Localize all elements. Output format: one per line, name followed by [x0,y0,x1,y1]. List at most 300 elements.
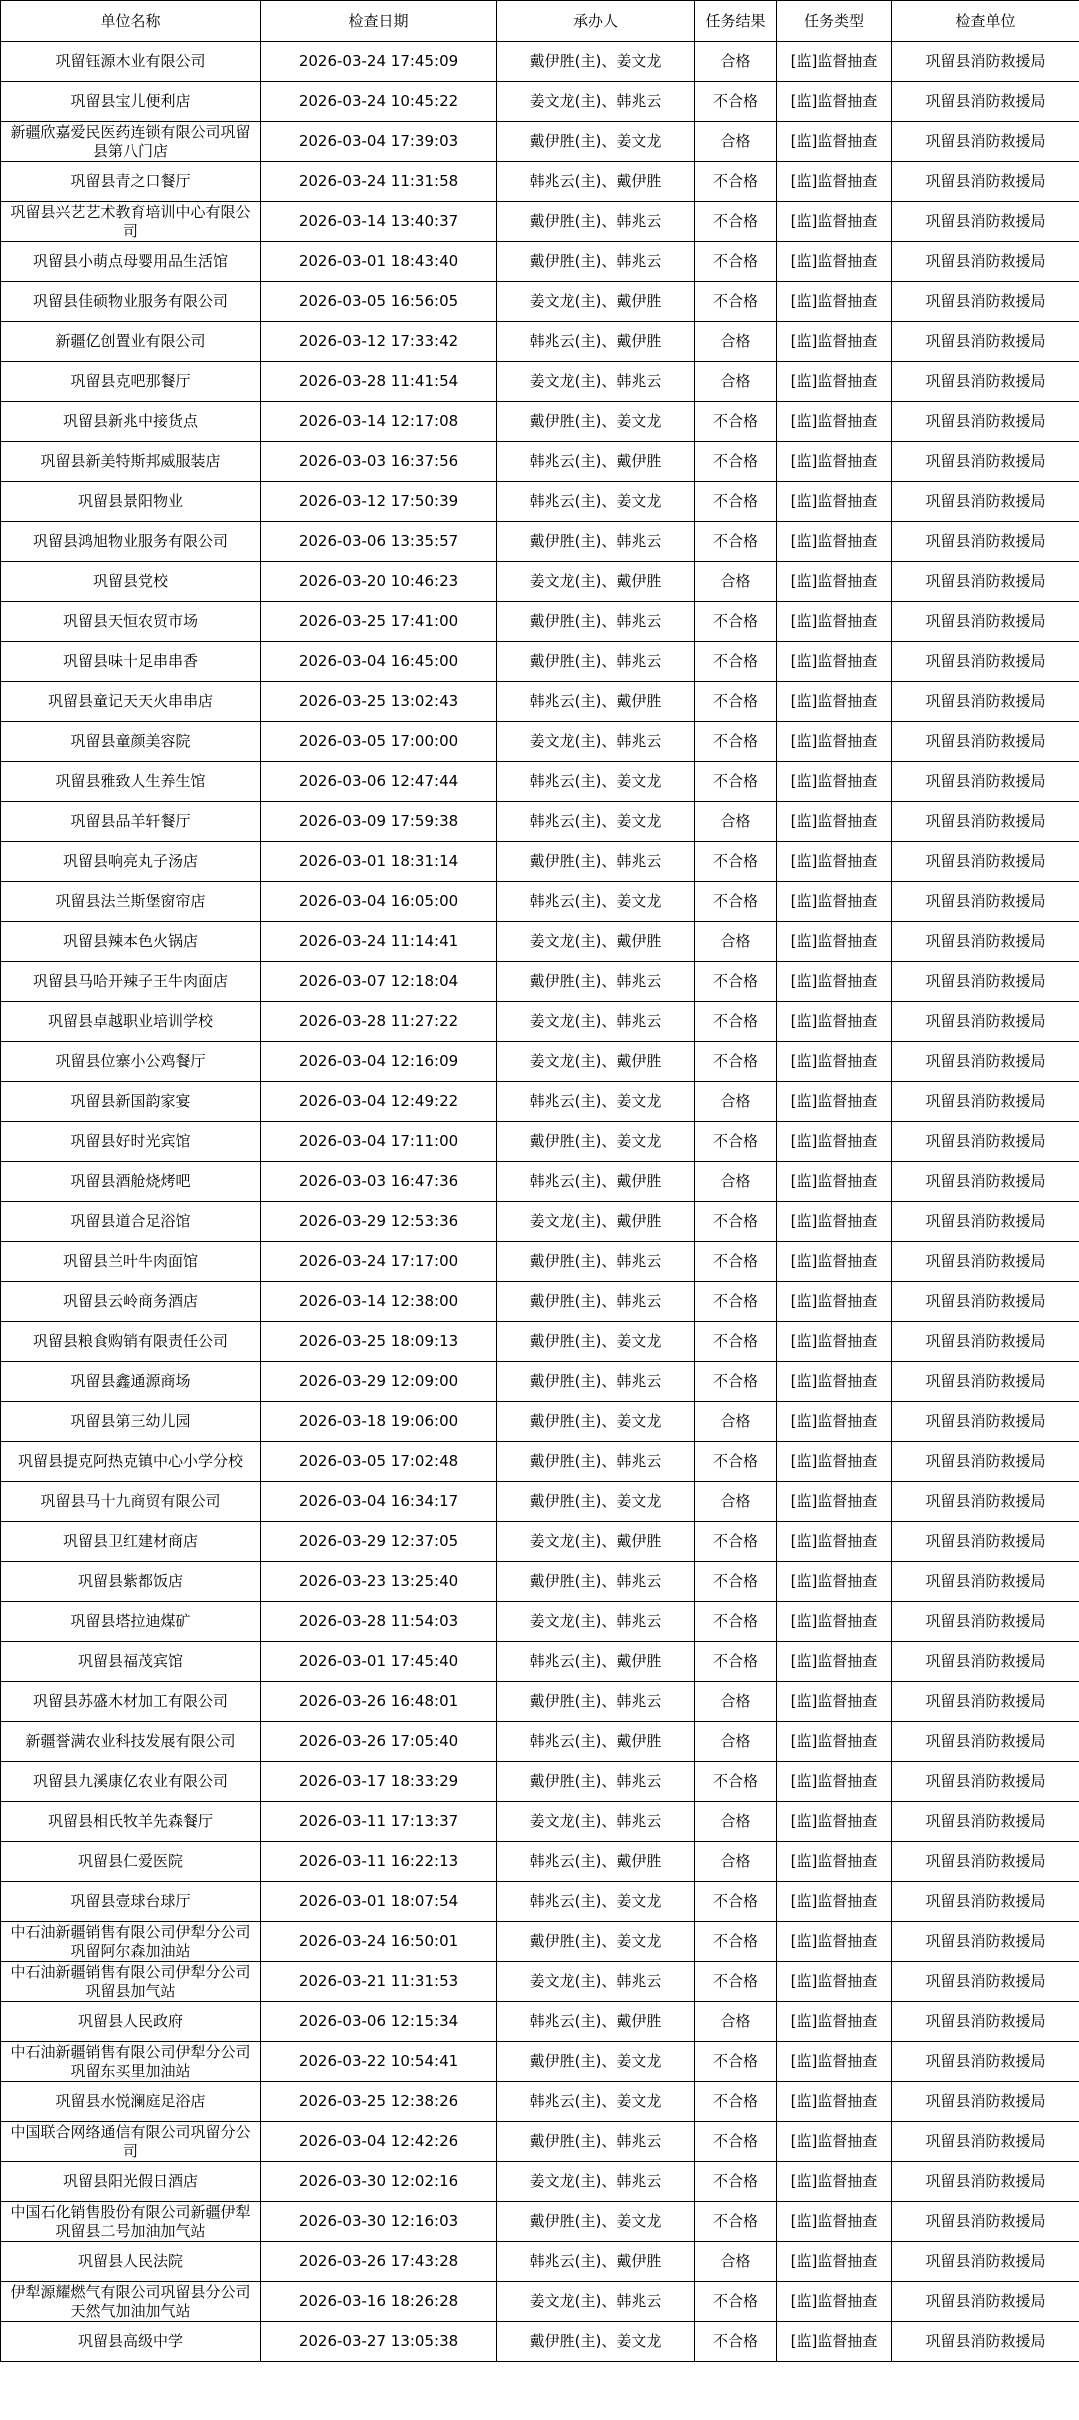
handler-cell: 戴伊胜(主)、姜文龙 [497,2042,695,2082]
unit-name-cell: 伊犁源耀燃气有限公司巩留县分公司天然气加油加气站 [1,2282,261,2322]
table-row [1,322,1079,362]
check-unit-cell: 巩留县消防救援局 [892,2002,1079,2042]
handler-cell: 戴伊胜(主)、韩兆云 [497,1682,695,1722]
check-unit-cell: 巩留县消防救援局 [892,1602,1079,1642]
table-row [1,1882,1079,1922]
task-type-cell: [监]监督抽查 [777,482,892,522]
check-date-cell: 2026-03-24 11:31:58 [261,162,497,202]
table-row [1,722,1079,762]
result-cell: 合格 [695,1802,777,1842]
handler-cell: 戴伊胜(主)、韩兆云 [497,842,695,882]
task-type-cell: [监]监督抽查 [777,1242,892,1282]
column-header-check-date: 检查日期 [261,1,497,42]
handler-cell: 姜文龙(主)、戴伊胜 [497,1202,695,1242]
check-unit-cell: 巩留县消防救援局 [892,482,1079,522]
task-type-cell: [监]监督抽查 [777,1602,892,1642]
handler-cell: 姜文龙(主)、戴伊胜 [497,282,695,322]
check-date-cell: 2026-03-04 12:49:22 [261,1082,497,1122]
unit-name-cell: 巩留钰源木业有限公司 [1,42,261,82]
unit-name-cell: 巩留县鸿旭物业服务有限公司 [1,522,261,562]
table-row [1,842,1079,882]
result-cell: 不合格 [695,642,777,682]
unit-name-cell: 巩留县云岭商务酒店 [1,1282,261,1322]
result-cell: 不合格 [695,442,777,482]
check-date-cell: 2026-03-29 12:09:00 [261,1362,497,1402]
unit-name-cell: 巩留县苏盛木材加工有限公司 [1,1682,261,1722]
unit-name-cell: 巩留县克吧那餐厅 [1,362,261,402]
result-cell: 不合格 [695,1282,777,1322]
result-cell: 不合格 [695,82,777,122]
handler-cell: 戴伊胜(主)、姜文龙 [497,2322,695,2362]
handler-cell: 姜文龙(主)、韩兆云 [497,1002,695,1042]
handler-cell: 姜文龙(主)、韩兆云 [497,362,695,402]
handler-cell: 戴伊胜(主)、韩兆云 [497,1442,695,1482]
unit-name-cell: 巩留县新美特斯邦威服装店 [1,442,261,482]
table-row [1,1922,1079,1962]
check-date-cell: 2026-03-04 16:45:00 [261,642,497,682]
check-unit-cell: 巩留县消防救援局 [892,922,1079,962]
table-row [1,482,1079,522]
handler-cell: 戴伊胜(主)、韩兆云 [497,602,695,642]
table-row [1,1522,1079,1562]
check-date-cell: 2026-03-21 11:31:53 [261,1962,497,2002]
unit-name-cell: 巩留县阳光假日酒店 [1,2162,261,2202]
task-type-cell: [监]监督抽查 [777,2082,892,2122]
unit-name-cell: 巩留县味十足串串香 [1,642,261,682]
result-cell: 不合格 [695,1202,777,1242]
table-row [1,1482,1079,1522]
result-cell: 不合格 [695,2322,777,2362]
unit-name-cell: 巩留县佳硕物业服务有限公司 [1,282,261,322]
check-unit-cell: 巩留县消防救援局 [892,2202,1079,2242]
result-cell: 不合格 [695,2202,777,2242]
check-unit-cell: 巩留县消防救援局 [892,2282,1079,2322]
check-unit-cell: 巩留县消防救援局 [892,602,1079,642]
task-type-cell: [监]监督抽查 [777,842,892,882]
check-date-cell: 2026-03-17 18:33:29 [261,1762,497,1802]
table-row [1,1602,1079,1642]
result-cell: 合格 [695,562,777,602]
check-unit-cell: 巩留县消防救援局 [892,2122,1079,2162]
unit-name-cell: 中国联合网络通信有限公司巩留分公司 [1,2122,261,2162]
table-row [1,1242,1079,1282]
task-type-cell: [监]监督抽查 [777,522,892,562]
task-type-cell: [监]监督抽查 [777,1802,892,1842]
check-unit-cell: 巩留县消防救援局 [892,402,1079,442]
task-type-cell: [监]监督抽查 [777,802,892,842]
task-type-cell: [监]监督抽查 [777,642,892,682]
check-date-cell: 2026-03-12 17:33:42 [261,322,497,362]
handler-cell: 戴伊胜(主)、韩兆云 [497,242,695,282]
table-row [1,562,1079,602]
task-type-cell: [监]监督抽查 [777,162,892,202]
task-type-cell: [监]监督抽查 [777,1882,892,1922]
check-date-cell: 2026-03-29 12:37:05 [261,1522,497,1562]
result-cell: 合格 [695,1722,777,1762]
handler-cell: 戴伊胜(主)、韩兆云 [497,2122,695,2162]
check-date-cell: 2026-03-04 12:42:26 [261,2122,497,2162]
unit-name-cell: 巩留县党校 [1,562,261,602]
handler-cell: 戴伊胜(主)、姜文龙 [497,1402,695,1442]
result-cell: 合格 [695,1402,777,1442]
unit-name-cell: 中国石化销售股份有限公司新疆伊犁巩留县二号加油加气站 [1,2202,261,2242]
task-type-cell: [监]监督抽查 [777,682,892,722]
task-type-cell: [监]监督抽查 [777,1642,892,1682]
unit-name-cell: 巩留县青之口餐厅 [1,162,261,202]
table-row [1,2242,1079,2282]
check-date-cell: 2026-03-24 10:45:22 [261,82,497,122]
check-date-cell: 2026-03-07 12:18:04 [261,962,497,1002]
handler-cell: 韩兆云(主)、戴伊胜 [497,1842,695,1882]
check-unit-cell: 巩留县消防救援局 [892,762,1079,802]
result-cell: 不合格 [695,1362,777,1402]
result-cell: 合格 [695,1482,777,1522]
unit-name-cell: 新疆亿创置业有限公司 [1,322,261,362]
task-type-cell: [监]监督抽查 [777,1682,892,1722]
check-date-cell: 2026-03-24 11:14:41 [261,922,497,962]
result-cell: 不合格 [695,1522,777,1562]
check-unit-cell: 巩留县消防救援局 [892,1042,1079,1082]
table-row [1,1682,1079,1722]
result-cell: 不合格 [695,1442,777,1482]
table-row [1,2082,1079,2122]
task-type-cell: [监]监督抽查 [777,1722,892,1762]
handler-cell: 姜文龙(主)、韩兆云 [497,1602,695,1642]
task-type-cell: [监]监督抽查 [777,762,892,802]
unit-name-cell: 巩留县新国韵家宴 [1,1082,261,1122]
table-row [1,522,1079,562]
result-cell: 不合格 [695,282,777,322]
unit-name-cell: 中石油新疆销售有限公司伊犁分公司巩留阿尔森加油站 [1,1922,261,1962]
result-cell: 不合格 [695,722,777,762]
column-header-result: 任务结果 [695,1,777,42]
result-cell: 不合格 [695,1322,777,1362]
check-date-cell: 2026-03-25 18:09:13 [261,1322,497,1362]
task-type-cell: [监]监督抽查 [777,2242,892,2282]
check-date-cell: 2026-03-28 11:54:03 [261,1602,497,1642]
check-unit-cell: 巩留县消防救援局 [892,282,1079,322]
check-unit-cell: 巩留县消防救援局 [892,1722,1079,1762]
handler-cell: 戴伊胜(主)、姜文龙 [497,122,695,162]
task-type-cell: [监]监督抽查 [777,1482,892,1522]
task-type-cell: [监]监督抽查 [777,42,892,82]
unit-name-cell: 巩留县塔拉迪煤矿 [1,1602,261,1642]
check-date-cell: 2026-03-04 17:11:00 [261,1122,497,1162]
check-date-cell: 2026-03-05 16:56:05 [261,282,497,322]
result-cell: 不合格 [695,1922,777,1962]
check-unit-cell: 巩留县消防救援局 [892,1522,1079,1562]
check-date-cell: 2026-03-28 11:41:54 [261,362,497,402]
table-row [1,402,1079,442]
check-date-cell: 2026-03-22 10:54:41 [261,2042,497,2082]
check-unit-cell: 巩留县消防救援局 [892,42,1079,82]
check-unit-cell: 巩留县消防救援局 [892,722,1079,762]
check-unit-cell: 巩留县消防救援局 [892,122,1079,162]
result-cell: 不合格 [695,1122,777,1162]
check-unit-cell: 巩留县消防救援局 [892,682,1079,722]
table-row [1,202,1079,242]
task-type-cell: [监]监督抽查 [777,1402,892,1442]
check-date-cell: 2026-03-14 13:40:37 [261,202,497,242]
handler-cell: 韩兆云(主)、戴伊胜 [497,322,695,362]
check-unit-cell: 巩留县消防救援局 [892,962,1079,1002]
table-row [1,1282,1079,1322]
check-date-cell: 2026-03-30 12:02:16 [261,2162,497,2202]
check-unit-cell: 巩留县消防救援局 [892,1962,1079,2002]
handler-cell: 姜文龙(主)、韩兆云 [497,722,695,762]
table-row [1,1442,1079,1482]
task-type-cell: [监]监督抽查 [777,202,892,242]
check-unit-cell: 巩留县消防救援局 [892,1642,1079,1682]
handler-cell: 韩兆云(主)、戴伊胜 [497,682,695,722]
result-cell: 合格 [695,362,777,402]
handler-cell: 姜文龙(主)、戴伊胜 [497,922,695,962]
task-type-cell: [监]监督抽查 [777,722,892,762]
check-unit-cell: 巩留县消防救援局 [892,82,1079,122]
check-date-cell: 2026-03-06 13:35:57 [261,522,497,562]
handler-cell: 姜文龙(主)、韩兆云 [497,82,695,122]
unit-name-cell: 巩留县新兆中接货点 [1,402,261,442]
task-type-cell: [监]监督抽查 [777,322,892,362]
result-cell: 合格 [695,1162,777,1202]
table-row [1,1402,1079,1442]
table-row [1,1362,1079,1402]
unit-name-cell: 巩留县人民法院 [1,2242,261,2282]
check-unit-cell: 巩留县消防救援局 [892,1882,1079,1922]
unit-name-cell: 巩留县高级中学 [1,2322,261,2362]
check-unit-cell: 巩留县消防救援局 [892,1682,1079,1722]
table-row [1,162,1079,202]
result-cell: 不合格 [695,602,777,642]
unit-name-cell: 巩留县宝儿便利店 [1,82,261,122]
result-cell: 不合格 [695,2282,777,2322]
result-cell: 不合格 [695,2162,777,2202]
check-date-cell: 2026-03-27 13:05:38 [261,2322,497,2362]
result-cell: 不合格 [695,482,777,522]
check-date-cell: 2026-03-01 18:31:14 [261,842,497,882]
check-unit-cell: 巩留县消防救援局 [892,642,1079,682]
task-type-cell: [监]监督抽查 [777,442,892,482]
result-cell: 不合格 [695,762,777,802]
unit-name-cell: 巩留县兴艺艺术教育培训中心有限公司 [1,202,261,242]
result-cell: 不合格 [695,242,777,282]
check-unit-cell: 巩留县消防救援局 [892,1202,1079,1242]
check-date-cell: 2026-03-06 12:15:34 [261,2002,497,2042]
unit-name-cell: 巩留县卫红建材商店 [1,1522,261,1562]
check-unit-cell: 巩留县消防救援局 [892,202,1079,242]
check-unit-cell: 巩留县消防救援局 [892,1242,1079,1282]
handler-cell: 韩兆云(主)、姜文龙 [497,482,695,522]
unit-name-cell: 巩留县马十九商贸有限公司 [1,1482,261,1522]
unit-name-cell: 巩留县辣本色火锅店 [1,922,261,962]
check-unit-cell: 巩留县消防救援局 [892,1282,1079,1322]
result-cell: 不合格 [695,1762,777,1802]
unit-name-cell: 巩留县天恒农贸市场 [1,602,261,642]
unit-name-cell: 巩留县提克阿热克镇中心小学分校 [1,1442,261,1482]
check-date-cell: 2026-03-26 17:05:40 [261,1722,497,1762]
table-row [1,962,1079,1002]
result-cell: 合格 [695,42,777,82]
task-type-cell: [监]监督抽查 [777,2322,892,2362]
result-cell: 不合格 [695,522,777,562]
handler-cell: 韩兆云(主)、姜文龙 [497,882,695,922]
check-date-cell: 2026-03-12 17:50:39 [261,482,497,522]
unit-name-cell: 巩留县马哈开辣子王牛肉面店 [1,962,261,1002]
table-row [1,362,1079,402]
handler-cell: 韩兆云(主)、姜文龙 [497,762,695,802]
unit-name-cell: 巩留县道合足浴馆 [1,1202,261,1242]
check-unit-cell: 巩留县消防救援局 [892,2242,1079,2282]
handler-cell: 韩兆云(主)、戴伊胜 [497,1162,695,1202]
table-body [1,42,1079,2362]
result-cell: 合格 [695,2002,777,2042]
unit-name-cell: 巩留县仁爱医院 [1,1842,261,1882]
check-unit-cell: 巩留县消防救援局 [892,1562,1079,1602]
handler-cell: 戴伊胜(主)、姜文龙 [497,1482,695,1522]
check-date-cell: 2026-03-09 17:59:38 [261,802,497,842]
result-cell: 合格 [695,922,777,962]
task-type-cell: [监]监督抽查 [777,1202,892,1242]
check-unit-cell: 巩留县消防救援局 [892,1082,1079,1122]
table-row [1,1202,1079,1242]
task-type-cell: [监]监督抽查 [777,1082,892,1122]
check-date-cell: 2026-03-11 17:13:37 [261,1802,497,1842]
result-cell: 不合格 [695,1242,777,1282]
handler-cell: 韩兆云(主)、姜文龙 [497,2082,695,2122]
table-row [1,282,1079,322]
table-row [1,642,1079,682]
task-type-cell: [监]监督抽查 [777,362,892,402]
check-date-cell: 2026-03-14 12:38:00 [261,1282,497,1322]
check-unit-cell: 巩留县消防救援局 [892,242,1079,282]
check-date-cell: 2026-03-24 17:17:00 [261,1242,497,1282]
task-type-cell: [监]监督抽查 [777,122,892,162]
check-date-cell: 2026-03-04 16:05:00 [261,882,497,922]
table-row [1,1962,1079,2002]
check-date-cell: 2026-03-03 16:47:36 [261,1162,497,1202]
check-unit-cell: 巩留县消防救援局 [892,1842,1079,1882]
check-unit-cell: 巩留县消防救援局 [892,1162,1079,1202]
handler-cell: 戴伊胜(主)、韩兆云 [497,1762,695,1802]
check-unit-cell: 巩留县消防救援局 [892,1802,1079,1842]
check-unit-cell: 巩留县消防救援局 [892,2162,1079,2202]
check-unit-cell: 巩留县消防救援局 [892,1322,1079,1362]
table-row [1,1562,1079,1602]
table-row [1,2122,1079,2162]
column-header-check-unit: 检查单位 [892,1,1079,42]
header-row [1,1,1079,42]
table-row [1,2162,1079,2202]
table-row [1,1002,1079,1042]
table-row [1,1802,1079,1842]
check-unit-cell: 巩留县消防救援局 [892,1762,1079,1802]
result-cell: 不合格 [695,2122,777,2162]
task-type-cell: [监]监督抽查 [777,2202,892,2242]
result-cell: 不合格 [695,162,777,202]
task-type-cell: [监]监督抽查 [777,1042,892,1082]
table-row [1,42,1079,82]
check-unit-cell: 巩留县消防救援局 [892,362,1079,402]
column-header-unit-name: 单位名称 [1,1,261,42]
handler-cell: 姜文龙(主)、韩兆云 [497,2162,695,2202]
unit-name-cell: 巩留县兰叶牛肉面馆 [1,1242,261,1282]
result-cell: 不合格 [695,1002,777,1042]
result-cell: 不合格 [695,1042,777,1082]
handler-cell: 姜文龙(主)、戴伊胜 [497,562,695,602]
table-row [1,762,1079,802]
result-cell: 不合格 [695,202,777,242]
unit-name-cell: 新疆誉满农业科技发展有限公司 [1,1722,261,1762]
handler-cell: 姜文龙(主)、戴伊胜 [497,1042,695,1082]
check-unit-cell: 巩留县消防救援局 [892,442,1079,482]
handler-cell: 戴伊胜(主)、姜文龙 [497,1922,695,1962]
result-cell: 不合格 [695,2042,777,2082]
task-type-cell: [监]监督抽查 [777,922,892,962]
task-type-cell: [监]监督抽查 [777,1442,892,1482]
task-type-cell: [监]监督抽查 [777,2162,892,2202]
unit-name-cell: 巩留县法兰斯堡窗帘店 [1,882,261,922]
table-row [1,2322,1079,2362]
table-row [1,602,1079,642]
column-header-task-type: 任务类型 [777,1,892,42]
handler-cell: 韩兆云(主)、戴伊胜 [497,2002,695,2042]
unit-name-cell: 巩留县福茂宾馆 [1,1642,261,1682]
table-header [1,1,1079,42]
check-date-cell: 2026-03-23 13:25:40 [261,1562,497,1602]
table-row [1,82,1079,122]
check-unit-cell: 巩留县消防救援局 [892,802,1079,842]
result-cell: 合格 [695,2242,777,2282]
task-type-cell: [监]监督抽查 [777,962,892,1002]
check-date-cell: 2026-03-30 12:16:03 [261,2202,497,2242]
handler-cell: 戴伊胜(主)、姜文龙 [497,1122,695,1162]
result-cell: 不合格 [695,1562,777,1602]
task-type-cell: [监]监督抽查 [777,1282,892,1322]
task-type-cell: [监]监督抽查 [777,242,892,282]
check-date-cell: 2026-03-11 16:22:13 [261,1842,497,1882]
handler-cell: 戴伊胜(主)、姜文龙 [497,1322,695,1362]
table-row [1,1322,1079,1362]
check-date-cell: 2026-03-24 16:50:01 [261,1922,497,1962]
handler-cell: 韩兆云(主)、戴伊胜 [497,442,695,482]
unit-name-cell: 巩留县雅致人生养生馆 [1,762,261,802]
check-date-cell: 2026-03-03 16:37:56 [261,442,497,482]
check-date-cell: 2026-03-01 17:45:40 [261,1642,497,1682]
handler-cell: 韩兆云(主)、姜文龙 [497,802,695,842]
unit-name-cell: 巩留县童颜美容院 [1,722,261,762]
table-row [1,1042,1079,1082]
check-date-cell: 2026-03-29 12:53:36 [261,1202,497,1242]
task-type-cell: [监]监督抽查 [777,1122,892,1162]
check-date-cell: 2026-03-04 17:39:03 [261,122,497,162]
unit-name-cell: 巩留县景阳物业 [1,482,261,522]
check-unit-cell: 巩留县消防救援局 [892,2042,1079,2082]
task-type-cell: [监]监督抽查 [777,1562,892,1602]
check-unit-cell: 巩留县消防救援局 [892,2082,1079,2122]
result-cell: 不合格 [695,1962,777,2002]
handler-cell: 戴伊胜(主)、韩兆云 [497,522,695,562]
handler-cell: 戴伊胜(主)、韩兆云 [497,1362,695,1402]
check-unit-cell: 巩留县消防救援局 [892,162,1079,202]
unit-name-cell: 巩留县九溪康亿农业有限公司 [1,1762,261,1802]
task-type-cell: [监]监督抽查 [777,2042,892,2082]
unit-name-cell: 巩留县紫都饭店 [1,1562,261,1602]
result-cell: 合格 [695,802,777,842]
check-unit-cell: 巩留县消防救援局 [892,1442,1079,1482]
unit-name-cell: 中石油新疆销售有限公司伊犁分公司巩留县加气站 [1,1962,261,2002]
handler-cell: 戴伊胜(主)、韩兆云 [497,1242,695,1282]
column-header-handler: 承办人 [497,1,695,42]
